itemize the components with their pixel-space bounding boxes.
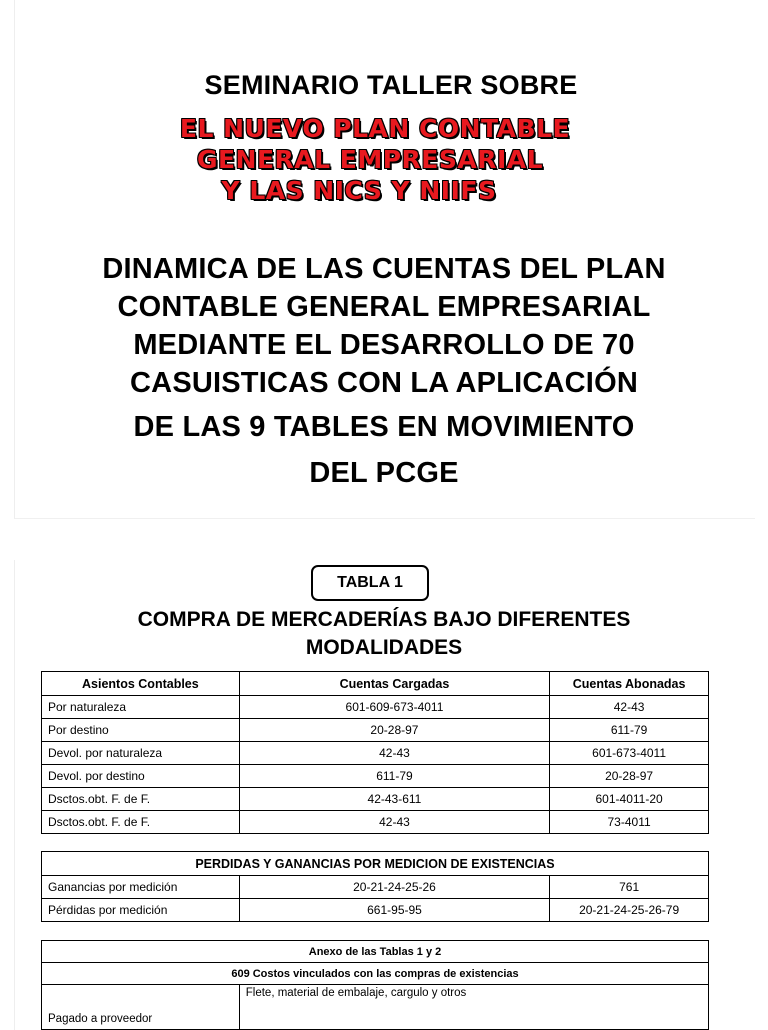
tabla-subtitle-line-1: COMPRA DE MERCADERÍAS BAJO DIFERENTES bbox=[137, 608, 631, 631]
description-line-5: DE LAS 9 TABLES EN MOVIMIENTO bbox=[133, 411, 635, 443]
tabla-subtitle bbox=[0, 606, 768, 662]
table-cell: 42-43 bbox=[239, 811, 549, 834]
table-cell: Por destino bbox=[42, 719, 240, 742]
table-row bbox=[42, 811, 709, 834]
description-line-3: MEDIANTE EL DESARROLLO DE 70 bbox=[133, 329, 635, 361]
anexo-subtitle: 609 Costos vinculados con las compras de existencias bbox=[42, 963, 709, 985]
tabla-label-box: TABLA 1 bbox=[311, 565, 429, 601]
table-cell: 611-79 bbox=[239, 765, 549, 788]
tabla-subtitle-line-2: MODALIDADES bbox=[305, 636, 463, 659]
table-cell: Flete, material de embalaje, cargulo y otros bbox=[239, 985, 708, 1030]
column-header: Cuentas Abonadas bbox=[550, 672, 709, 696]
table-cell: Pérdidas por medición bbox=[42, 899, 240, 922]
table-cell: Dsctos.obt. F. de F. bbox=[42, 788, 240, 811]
table-cell: Devol. por destino bbox=[42, 765, 240, 788]
anexo-table bbox=[41, 940, 709, 1030]
table-header-row bbox=[42, 852, 709, 876]
table-cell: Devol. por naturaleza bbox=[42, 742, 240, 765]
table-cell: Dsctos.obt. F. de F. bbox=[42, 811, 240, 834]
table-cell: 20-21-24-25-26 bbox=[239, 876, 549, 899]
table-row bbox=[42, 985, 709, 1030]
red-title-line-2: GENERAL EMPRESARIAL bbox=[196, 145, 544, 174]
column-header: Asientos Contables bbox=[42, 672, 240, 696]
perdidas-header: PERDIDAS Y GANANCIAS POR MEDICION DE EXISTENCIAS bbox=[42, 852, 709, 876]
red-title-block bbox=[0, 113, 768, 206]
seminar-title: SEMINARIO TALLER SOBRE bbox=[204, 70, 578, 100]
table-cell: 42-43 bbox=[239, 742, 549, 765]
description-title bbox=[0, 250, 768, 492]
table-cell: 601-609-673-4011 bbox=[239, 696, 549, 719]
table-cell: 20-28-97 bbox=[239, 719, 549, 742]
description-line-2: CONTABLE GENERAL EMPRESARIAL bbox=[117, 291, 651, 323]
description-line-6: DEL PCGE bbox=[309, 457, 459, 489]
table-cell: 20-28-97 bbox=[550, 765, 709, 788]
description-line-4: CASUISTICAS CON LA APLICACIÓN bbox=[130, 367, 638, 399]
asientos-table bbox=[41, 671, 709, 834]
table-cell: Pagado a proveedor bbox=[42, 985, 240, 1030]
table-header-row bbox=[42, 963, 709, 985]
column-header: Cuentas Cargadas bbox=[239, 672, 549, 696]
table-cell: 661-95-95 bbox=[239, 899, 549, 922]
table-row bbox=[42, 742, 709, 765]
table-cell: 601-4011-20 bbox=[550, 788, 709, 811]
anexo-title: Anexo de las Tablas 1 y 2 bbox=[42, 941, 709, 963]
table-cell: 73-4011 bbox=[550, 811, 709, 834]
table-row bbox=[42, 719, 709, 742]
red-title-line-3: Y LAS NICS Y NIIFS bbox=[221, 176, 497, 205]
table-cell: 42-43 bbox=[550, 696, 709, 719]
table-row bbox=[42, 696, 709, 719]
table-row bbox=[42, 899, 709, 922]
description-line-1: DINAMICA DE LAS CUENTAS DEL PLAN bbox=[102, 253, 666, 285]
perdidas-ganancias-table bbox=[41, 851, 709, 922]
table-header-row bbox=[42, 941, 709, 963]
table-cell: 611-79 bbox=[550, 719, 709, 742]
table-header-row bbox=[42, 672, 709, 696]
table-cell: Ganancias por medición bbox=[42, 876, 240, 899]
table-row bbox=[42, 765, 709, 788]
table-row bbox=[42, 788, 709, 811]
table-cell: 761 bbox=[550, 876, 709, 899]
table-row bbox=[42, 876, 709, 899]
table-cell: 20-21-24-25-26-79 bbox=[550, 899, 709, 922]
table-cell: 601-673-4011 bbox=[550, 742, 709, 765]
table-cell: 42-43-611 bbox=[239, 788, 549, 811]
table-cell: Por naturaleza bbox=[42, 696, 240, 719]
red-title-line-1: EL NUEVO PLAN CONTABLE bbox=[179, 114, 571, 143]
